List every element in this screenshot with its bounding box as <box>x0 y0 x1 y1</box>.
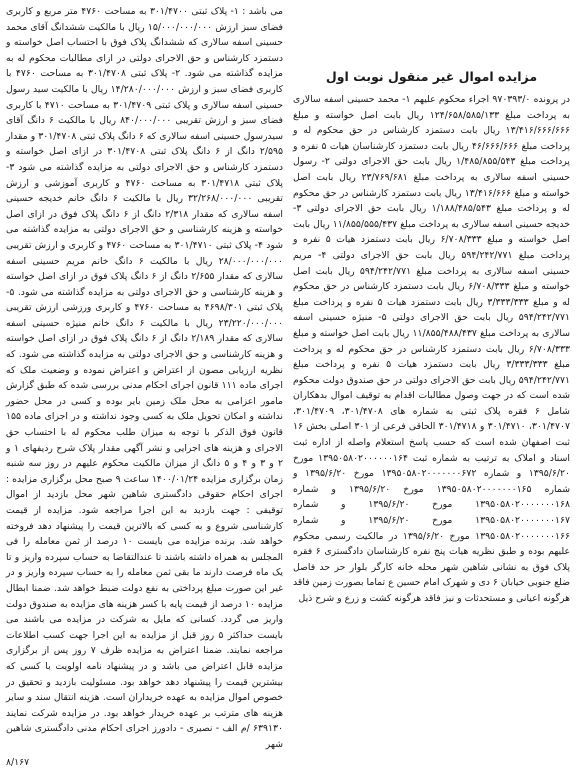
notice-intro-text: در پرونده ۹۷۰۳۹۳/۰ اجراء محکوم علیهم ۱- محمد حسینی اسفه سالاری به پرداخت مبلغ ۱۲۴/۶۵۸/۵۸۵/۱۳۳ ریال بابت اصل خواسته و مبلغ ۱۳/۴۱۶/۶۶۶/۶۶۶ ریال بابت دستمزد کارشناس در حق محکوم له و پرداخت مبلغ ۴۶/۶۶۶/۶۶۶ ریال بابت دستمزد کارشناسان هیات ۵ نفره و پرداخت مبلغ ۱/۴۸۵/۸۵۵/۵۴۳ ریال بابت حق الاجرای دولتی ۲- رسول حسینی اسفه سالاری به پرداخت مبلغ ۲۳/۷۶۹/۶۸۱ ریال بابت اصل خواسته و مبلغ ۱۳/۴۱۶/۶۶۶ ریال بابت دستمزد کارشناس در حق محکوم له و پرداخت مبلغ ۱/۱۸۸/۴۸۵/۵۴۳ ریال بابت حق الاجرای دولتی ۳- خدیجه حسینی اسفه سالاری به پرداخت مبلغ ۱۱/۸۵۵/۵۵۵/۴۳۷ ریال بابت اصل خواسته و مبلغ ۶/۷۰۸/۳۳۳ ریال بابت دستمزد هیات ۵ نفره و پرداخت مبلغ ۵۹۴/۲۴۲/۷۷۱ ریال بابت حق الاجرای دولتی ۴- مریم حسینی اسفه سالاری به پرداخت مبلغ ۵۹۴/۲۴۲/۷۷۱ ریال بابت اصل خواسته و مبلغ ۶/۷۰۸/۳۳۳ ریال بابت دستمزد کارشناس در حق محکوم له و مبلغ ۳/۳۳۳/۳۳۳ ریال بابت دستمزد هیات ۵ نفره و پرداخت مبلغ ۵۹۴/۲۴۲/۷۷۱ ریال بابت حق الاجرای دولتی ۵- منیژه حسینی اسفه سالاری به پرداخت مبلغ ۱۱/۸۵۵/۴۸۸/۴۳۷ ریال بابت اصل خواسته و مبلغ ۶/۷۰۸/۳۳۳ ریال بابت دستمزد کارشناس در حق محکوم له و پرداخت مبلغ ۳/۳۳۳/۳۳۳ ریال بابت دستمزد هیات ۵ نفره و پرداخت مبلغ ۵۹۴/۲۴۲/۷۷۱ ریال بابت حق الاجرای دولتی در حق صندوق دولت محکوم شده است که در جهت وصول مطالبات اقدام به توقیف اموال بدهکاران شامل ۶ فقره پلاک ثبتی به شماره های ۳۰۱/۴۷۰۸، ۳۰۱/۴۷۰۹، ۳۰۱/۴۷۰۷، ۳۰۱/۴۷۱۰ و ۳۰۱/۴۷۱۸ الحاقی فرعی از ۳۰۱ اصلی بخش ۱۶ ثبت اصفهان شده است که حسب پاسخ استعلام واصله از اداره ثبت اسناد و املاک به ترتیب به شماره ثبت ۱۳۹۵۰۵۸۰۲۰۰۰۰۰۰۱۶۴ مورخ ۱۳۹۵/۶/۲۰ و شماره ۱۳۹۵۰۵۸۰۲۰۰۰۰۰۰۰۶۷۲ مورخ ۱۳۹۵/۶/۲۰ و شماره ۱۳۹۵۰۵۸۰۲۰۰۰۰۰۰۰۱۶۵ مورخ ۱۳۹۵/۶/۲۰ و شماره ۱۳۹۵۰۵۸۰۲۰۰۰۰۰۰۰۱۶۸ مورخ ۱۳۹۵/۶/۲۰ و شماره ۱۳۹۵۰۵۸۰۲۰۰۰۰۰۰۰۱۶۷ مورخ ۱۳۹۵/۶/۲۰ و شماره ۱۳۹۵۰۵۸۰۲۰۰۰۰۰۰۰۱۶۶ مورخ ۱۳۹۵/۶/۲۰ در مالکیت رسمی محکوم علیهم بوده و طبق نظریه هیات پنج نفره کارشناسان دادگستری ۶ فقره پلاک فوق به نشانی شاهین شهر محله خانه کارگر بلوار حر حد فاصل ضلع جنوبی خیابان ۶ دی و شهرک امام حسین ع تماما بصورت زمین فاقد هرگونه اعیانی و مستحدثات و نیز فاقد هرگونه کشت و زرع و شرح ذیل <box>293 92 570 607</box>
notice-continuation-text: می باشد : ۱- پلاک ثبتی ۳۰۱/۴۷۰۰ به مساحت ۴۷۶۰ متر مربع و کاربری فضای سبز ارزش ۱۵/۰۰۰/۰۰۰/۰۰۰ ریال با مالکیت ششدانگ آقای محمد حسینی اسفه سالاری که ششدانگ پلاک فوق با احتساب اصل خواسته و دستمزد کارشناس و حق الاجرای دولتی در ازای مطالبات محکوم له به مزایده گذاشته می شود. ۲- پلاک ثبتی ۳۰۱/۴۷۰۸ به مساحت ۴۷۶۰ با کاربری فضای سبز و ارزش ۱۴/۲۸۰/۰۰۰/۰۰۰ ریال با مالکیت سید رسول حسینی اسفه سالاری و پلاک ثبتی ۳۰۱/۴۷۰۹ به مساحت ۴۷۱۰ با کاربری فضای سبز و ارزش تقریبی ۸۴۰/۰۰۰/۰۰۰ ریال با مالکیت ۶ دانگ آقای سیدرسول حسینی اسفه سالاری که ۶ دانگ پلاک ثبتی ۳۰۱/۴۷۰۸ و مقدار ۲/۵۹۵ دانگ از ۶ دانگ پلاک ثبتی ۳۰۱/۴۷۰۸ در ازای اصل خواسته و دستمزد کارشناس و حق الاجرای دولتی به مزایده گذاشته می شود ۳- پلاک ثبتی ۳۰۱/۴۷۱۸ به مساحت ۴۷۶۰ و کاربری آموزشی و ارزش تقریبی ۳۲/۲۶۸/۰۰۰/۰۰۰ ریال با مالکیت ۶ دانگ خانم خدیجه حسینی اسفه سالاری که مقدار ۲/۳۱۸ دانگ از ۶ دانگ پلاک فوق در ازای اصل خواسته و هزینه کارشناسی و حق الاجرای دولتی به مزایده گذاشته می شود ۴- پلاک ثبتی ۳۰۱/۴۷۱۰ به مساحت ۴۷۶۰ و کاربری و ارزش تقریبی ۲۸/۰۰۰/۰۰۰/۰۰۰ ریال با مالکیت ۶ دانگ خانم مریم حسینی اسفه سالاری که مقدار ۲/۶۵۵ دانگ از ۶ دانگ پلاک فوق در ازای اصل خواسته و هزینه کارشناسی و حق الاجرای دولتی به مزایده گذاشته می شود. ۵- پلاک ثبتی ۴۶۹۸/۳۰۱ به مساحت ۴۷۶۰ و کاربری ورزشی ارزش تقریبی ۲۳/۲۲۰/۰۰۰/۰۰۰ ریال با مالکیت ۶ دانگ خانم منیژه حسینی اسفه سالاری که مقدار ۲/۱۸۹ دانگ از ۶ دانگ پلاک فوق در ازای اصل خواسته و هزینه کارشناسی و حق الاجرای دولتی به مزایده گذاشته می شود. که نظریه ارزیابی مصون از اعتراض و اعتراض نموده و وضعیت ملک که اجرای ماده ۱۱۱ قانون اجرای احکام مدنی بررسی شده که طبق گزارش مامور اعزامی به محل ملک زمین بایر بوده و کسی در محل حضور نداشته و امکان تحویل ملک به کسی وجود نداشته و در اجرای ماده ۱۵۵ قانون فوق الذکر با توجه به میزان طلب محکوم له با احتساب حق الاجرای و هزینه های اجرایی و نشر آگهی مقدار پلاک شرح ردیفهای ۱ و ۲ و ۳ و ۴ و ۵ دانگ از میزان مالکیت محکوم علیهم در روز سه شنبه زمان برگزاری مزایده ۱۴۰۰/۰۱/۲۴ ساعت ۹ صبح محل برگزاری مزایده : اجرای احکام حقوقی دادگستری شاهین شهر محل بازدید از اموال توقیفی : جهت بازدید به این اجرا مراجعه شود. مزایده از قیمت کارشناسی شروع و به کسی که بالاترین قیمت را پیشنهاد دهد فروخته خواهد شد. برنده مزایده می بایست ۱۰ درصد از ثمن معامله را فی المجلس به همراه داشته باشند تا عندالتقاضا به حساب سپرده واریز و تا یک ماه فرصت دارند ما بقی ثمن معامله را به حساب سپرده واریز و در غیر این صورت مبلغ پرداختی به نفع دولت ضبط خواهد شد. ضمنا ابطال مزایده ۱۰ درصد از قیمت پایه با کسر هزینه های مزایده به صندوق دولت واریز می گردد. کسانی که مایل به شرکت در مزایده می باشند می بایست حداکثر ۵ روز قبل از مزایده به این اجرا جهت کسب اطلاعات مراجعه نمایند. ضمنا اعتراض به مزایده ظرف ۷ روز پس از برگزاری مزایده قابل اعتراض می باشد و در پیشنهاد نامه اولویت با کسی که بیشترین قیمت را پیشنهاد دهد خواهد بود. مسئولیت بازدید و تحقیق در خصوص اموال مزایده به عهده خریداران است. هزینه انتقال سند و سایر هزینه های مترتب بر عهده خریدار خواهد بود. در مزایده شرکت نمایند ۶۳۹۱۳۰ /م الف - نصیری - دادورز اجرای احکام مدنی دادگستری شاهین شهر <box>6 4 283 753</box>
notice-reference-code: ۸/۱۶۷ <box>6 755 283 770</box>
notice-columns <box>6 4 570 564</box>
notice-right-column <box>293 4 570 564</box>
notice-title: مزایده اموال غیر منقول نوبت اول <box>293 68 570 86</box>
notice-left-column <box>6 4 283 564</box>
